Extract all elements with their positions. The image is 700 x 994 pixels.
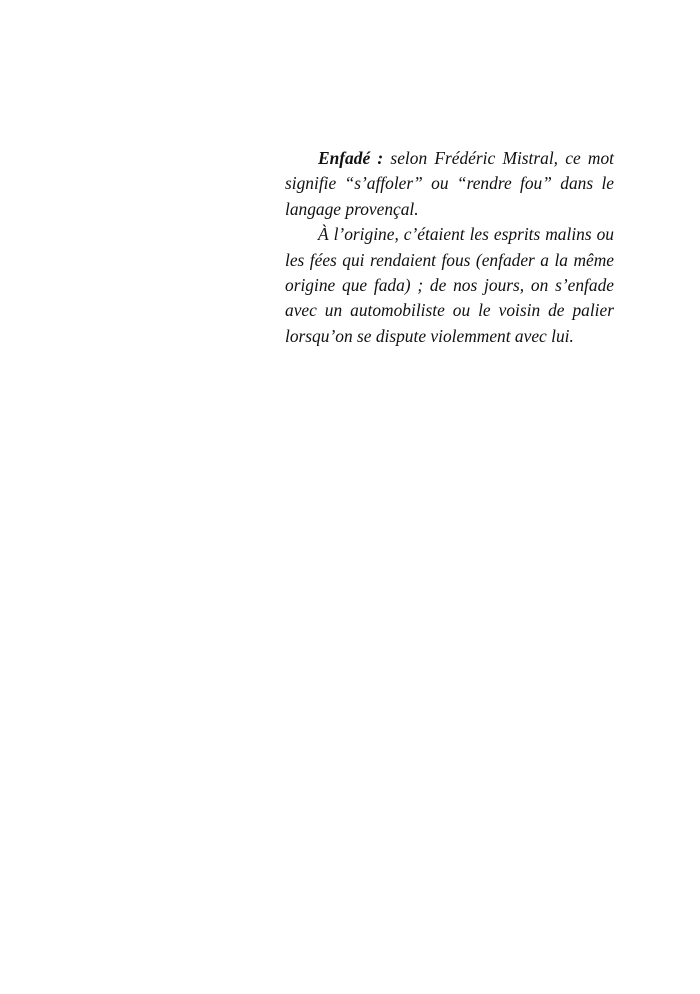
defined-term: Enfadé : xyxy=(318,148,384,168)
footnote-block xyxy=(285,146,614,349)
definition-paragraph xyxy=(285,146,614,222)
origin-paragraph: À l’origine, c’étaient les esprits malins ou les fées qui rendaient fous (enfader a la même origine que fada) ; de nos jours, on s’enfade avec un automobiliste ou le voisin de palier lorsqu’on se dispute violemment avec lui. xyxy=(285,224,614,346)
definition-text: selon Frédéric Mistral, ce mot signifie “s’affoler” ou “rendre fou” dans le langage provençal. xyxy=(285,148,615,219)
